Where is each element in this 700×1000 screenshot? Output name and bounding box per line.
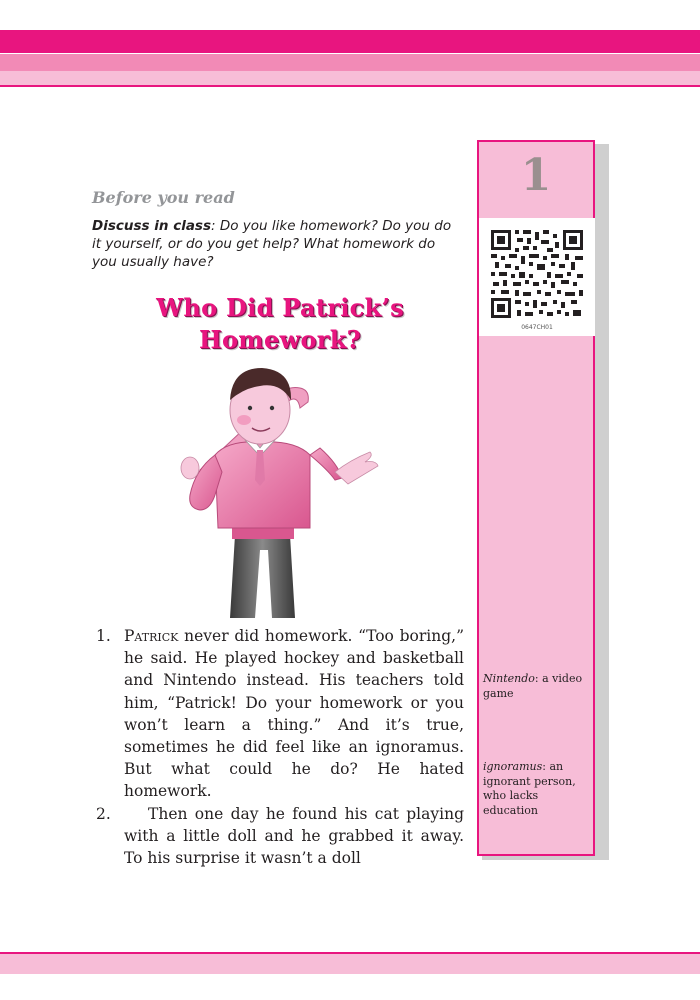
story-title-line2: Homework?: [198, 325, 362, 354]
paragraph-lead: Patrick: [124, 627, 179, 645]
glossary-definition: : an ignorant person, who lacks education: [483, 760, 576, 817]
story-body: [92, 625, 464, 869]
discuss-prompt: [92, 217, 464, 271]
chapter-number: 1: [520, 150, 552, 201]
footer-band: [0, 952, 700, 974]
paragraph-1: [92, 625, 464, 803]
boy-with-hockey-stick-illustration: [160, 360, 385, 622]
story-title: [130, 292, 430, 356]
story-title-line1: Who Did Patrick’s: [156, 293, 404, 322]
paragraph-2: [92, 803, 464, 870]
paragraph-text: never did homework. “Too boring,” he said. He played hockey and basketball and Nintendo instead. His teachers told him, “Patrick! Do your homework or you won’t learn a thing.” And it’s true, sometimes he did feel like an ignoramus. But what could he do? He hated homework.: [124, 627, 464, 801]
qr-code-panel[interactable]: [479, 218, 595, 336]
before-you-read-heading: Before you read: [92, 188, 235, 207]
discuss-text: : Do you like homework? Do you do it yourself, or do you get help? What homework do you usually have?: [92, 218, 452, 270]
paragraph-text: Then one day he found his cat playing with a little doll and he grabbed it away. To his surprise it wasn’t a doll: [124, 804, 464, 868]
glossary-term: Nintendo: [483, 672, 535, 685]
discuss-label: Discuss in class: [92, 218, 212, 234]
qr-code-label: 0647CH01: [521, 324, 553, 331]
paragraph-number: 2.: [96, 804, 111, 823]
paragraph-number: 1.: [96, 627, 111, 645]
glossary-term: ignoramus: [483, 760, 543, 773]
margin-sidebar: [477, 140, 595, 856]
header-band-light: [0, 71, 700, 87]
glossary-definition: : a video game: [483, 672, 583, 700]
qr-code-icon: [489, 228, 585, 320]
glossary-ignoramus: [483, 760, 595, 818]
header-band-mid: [0, 53, 700, 72]
header-band-dark: [0, 30, 700, 53]
glossary-nintendo: [483, 672, 595, 701]
